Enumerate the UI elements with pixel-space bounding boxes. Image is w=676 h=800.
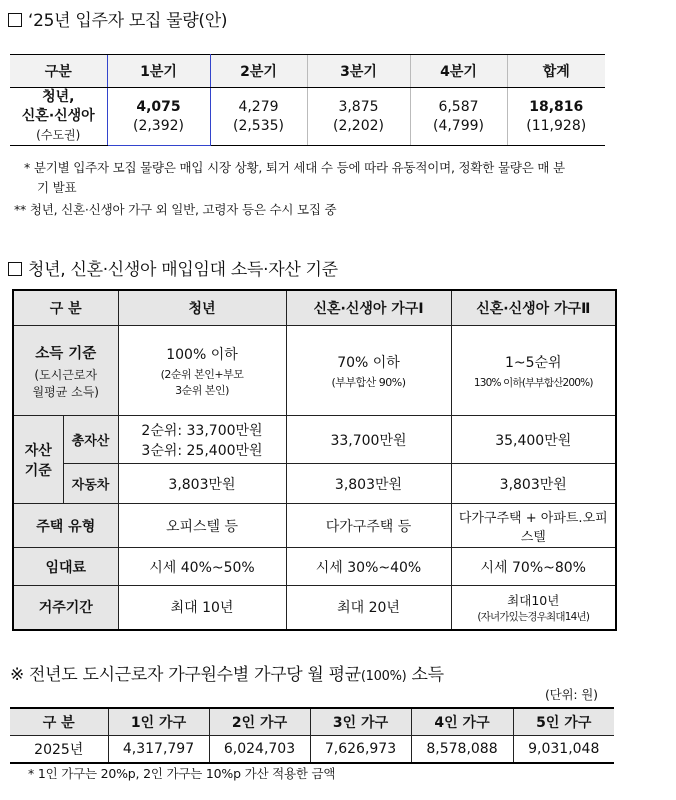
section1-title: ‘25년 입주자 모집 물량(안): [8, 6, 227, 31]
note-2: ** 청년, 신혼·신생아 가구 외 일반, 고령자 등은 수시 모집 중: [14, 202, 337, 217]
header-cell: 신혼·신생아 가구Ⅰ: [286, 290, 451, 326]
period-type2-cell: 최대10년 (자녀가있는경우최대14년): [451, 586, 616, 630]
header-cell: 4인 가구: [411, 708, 513, 736]
rent-youth-cell: 시세 40%~50%: [118, 548, 286, 586]
row-label: 임대료: [13, 548, 118, 586]
total-asset-type1-cell: 33,700만원: [286, 416, 451, 464]
q4-cell: 6,587 (4,799): [410, 88, 507, 146]
q2-cell: 4,279 (2,535): [210, 88, 307, 146]
header-cell: 구 분: [13, 290, 118, 326]
header-cell: 4분기: [410, 55, 507, 88]
value-cell: 9,031,048: [513, 736, 614, 764]
car-type1-cell: 3,803만원: [286, 464, 451, 504]
value-cell: 7,626,973: [310, 736, 411, 764]
header-cell: 1인 가구: [108, 708, 209, 736]
row-label: 주택 유형: [13, 504, 118, 548]
table-row-period: [13, 586, 616, 630]
table-row-housing: [13, 504, 616, 548]
table-row: [10, 736, 614, 764]
note-1: * 분기별 입주자 모집 물량은 매입 시장 상황, 퇴거 세대 수 등에 따라 유동적이며, 정확한 물량은 매 분 기 발표: [24, 160, 565, 195]
income-type2-cell: 1~5순위 130% 이하(부부합산200%): [451, 326, 616, 416]
value-cell: 6,024,703: [209, 736, 310, 764]
sub-label: 총자산: [63, 416, 118, 464]
footnote: * 1인 가구는 20%p, 2인 가구는 10%p 가산 적용한 금액: [28, 766, 336, 781]
rent-type1-cell: 시세 30%~40%: [286, 548, 451, 586]
sub-label: 자동차: [63, 464, 118, 504]
table-row: [10, 88, 605, 146]
header-cell: 3분기: [307, 55, 410, 88]
header-cell: 구분: [10, 55, 107, 88]
rent-type2-cell: 시세 70%~80%: [451, 548, 616, 586]
housing-type2-cell: 다가구주택 + 아파트.오피 스텔: [451, 504, 616, 548]
section3-title: ※ 전년도 도시근로자 가구원수별 가구당 월 평균(100%) 소득: [10, 665, 444, 685]
row-label: 자산 기준: [13, 416, 63, 504]
row-label: 소득 기준 (도시근로자 월평균 소득): [13, 326, 118, 416]
table-row-car: [13, 464, 616, 504]
period-youth-cell: 최대 10년: [118, 586, 286, 630]
total-asset-type2-cell: 35,400만원: [451, 416, 616, 464]
housing-youth-cell: 오피스텔 등: [118, 504, 286, 548]
income-type1-cell: 70% 이하 (부부합산 90%): [286, 326, 451, 416]
income-asset-criteria-table: [12, 289, 617, 631]
value-cell: 4,317,797: [108, 736, 209, 764]
table-row-total-asset: [13, 416, 616, 464]
header-cell: 합계: [507, 55, 605, 88]
total-asset-youth-cell: 2순위: 33,700만원 3순위: 25,400만원: [118, 416, 286, 464]
q1-cell: 4,075 (2,392): [107, 88, 210, 146]
car-youth-cell: 3,803만원: [118, 464, 286, 504]
checkbox-square-icon: [8, 262, 22, 276]
table-header-row: [10, 708, 614, 736]
household-income-table: [10, 707, 614, 764]
row-label: 거주기간: [13, 586, 118, 630]
table-header-row: [10, 55, 605, 88]
header-cell: 구 분: [10, 708, 108, 736]
table-row-income: [13, 326, 616, 416]
header-cell: 2인 가구: [209, 708, 310, 736]
header-cell: 2분기: [210, 55, 307, 88]
income-youth-cell: 100% 이하 (2순위 본인+부모 3순위 본인): [118, 326, 286, 416]
table-row-rent: [13, 548, 616, 586]
car-type2-cell: 3,803만원: [451, 464, 616, 504]
table-header-row: [13, 290, 616, 326]
total-cell: 18,816 (11,928): [507, 88, 605, 146]
q3-cell: 3,875 (2,202): [307, 88, 410, 146]
header-cell: 5인 가구: [513, 708, 614, 736]
header-cell: 1분기: [107, 55, 210, 88]
row-label: 청년, 신혼·신생아 (수도권): [10, 88, 107, 146]
value-cell: 8,578,088: [411, 736, 513, 764]
checkbox-square-icon: [8, 13, 22, 27]
section2-title: 청년, 신혼·신생아 매입임대 소득·자산 기준: [8, 255, 338, 280]
header-cell: 신혼·신생아 가구Ⅱ: [451, 290, 616, 326]
header-cell: 3인 가구: [310, 708, 411, 736]
period-type1-cell: 최대 20년: [286, 586, 451, 630]
year-cell: 2025년: [10, 736, 108, 764]
unit-label: (단위: 원): [545, 687, 598, 702]
header-cell: 청년: [118, 290, 286, 326]
housing-type1-cell: 다가구주택 등: [286, 504, 451, 548]
recruitment-volume-table: [10, 54, 605, 146]
